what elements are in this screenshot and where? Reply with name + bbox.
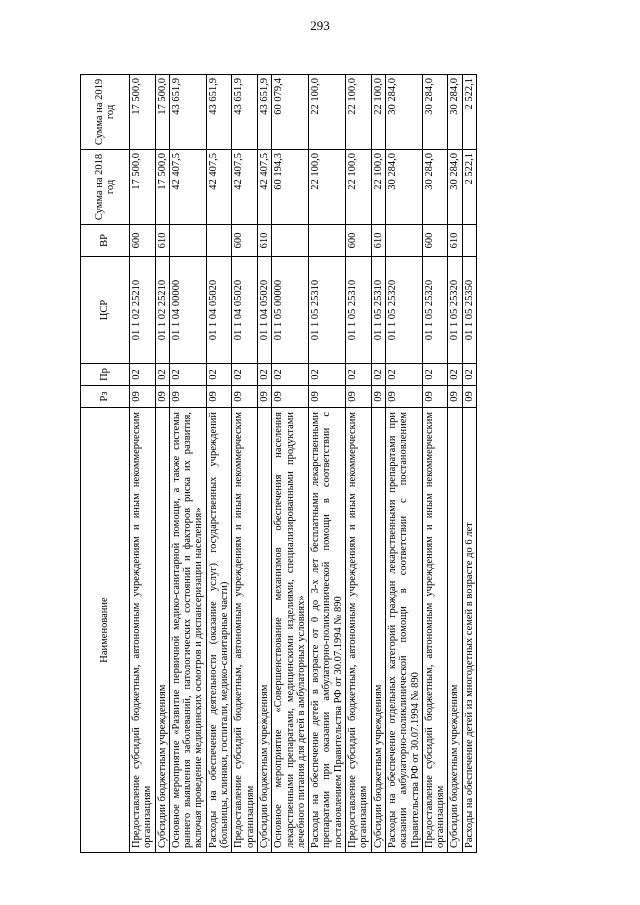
- cell-rz: 09: [155, 386, 169, 408]
- cell-rz: 09: [462, 386, 476, 408]
- header-rz: Рз: [81, 386, 130, 408]
- cell-sum-2018: 42 407,5: [257, 150, 271, 225]
- cell-sum-2019: 60 079,4: [272, 75, 309, 150]
- cell-rz: 09: [232, 386, 258, 408]
- cell-csr: 01 1 05 25310: [371, 257, 385, 364]
- budget-table: [80, 74, 477, 853]
- cell-pr: 02: [257, 364, 271, 386]
- cell-sum-2018: 42 407,5: [232, 150, 258, 225]
- page-number: 293: [310, 18, 330, 33]
- header-pr: Пр: [81, 364, 130, 386]
- cell-csr: 01 1 05 25320: [385, 257, 422, 364]
- cell-name: Предоставление субсидий бюджетным, автономным учреждениям и иным некоммерческим организациям: [130, 408, 156, 853]
- cell-name: Субсидии бюджетным учреждениям: [257, 408, 271, 853]
- cell-vr: [309, 225, 346, 257]
- cell-sum-2018: 60 194,3: [272, 150, 309, 225]
- table-row: [371, 75, 385, 853]
- cell-rz: 09: [422, 386, 448, 408]
- table-body: [130, 75, 477, 853]
- cell-name: Расходы на обеспечение отдельных категорий граждан лекарственными препаратами при оказании амбулаторно-поликлинической помощи в соответствии с постановлением Правительства РФ от 30.07.1994 № 890: [385, 408, 422, 853]
- cell-vr: [385, 225, 422, 257]
- cell-sum-2019: 17 500,0: [155, 75, 169, 150]
- cell-vr: 610: [155, 225, 169, 257]
- cell-sum-2019: 22 100,0: [371, 75, 385, 150]
- cell-rz: 09: [130, 386, 156, 408]
- header-csr: ЦСР: [81, 257, 130, 364]
- cell-vr: 600: [130, 225, 156, 257]
- cell-pr: 02: [272, 364, 309, 386]
- table-row: [155, 75, 169, 853]
- table-row: [272, 75, 309, 853]
- table-row: [462, 75, 476, 853]
- cell-csr: 01 1 05 25310: [309, 257, 346, 364]
- cell-pr: 02: [309, 364, 346, 386]
- cell-sum-2019: 22 100,0: [309, 75, 346, 150]
- cell-csr: 01 1 04 05020: [232, 257, 258, 364]
- cell-sum-2018: 30 284,0: [385, 150, 422, 225]
- cell-csr: 01 1 02 25210: [155, 257, 169, 364]
- cell-sum-2018: 30 284,0: [448, 150, 462, 225]
- cell-pr: 02: [462, 364, 476, 386]
- cell-sum-2019: 43 651,9: [169, 75, 206, 150]
- cell-rz: 09: [169, 386, 206, 408]
- cell-vr: 610: [371, 225, 385, 257]
- cell-rz: 09: [371, 386, 385, 408]
- table-row: [385, 75, 422, 853]
- header-name: Наименование: [81, 408, 130, 853]
- cell-rz: 09: [272, 386, 309, 408]
- table-row: [130, 75, 156, 853]
- cell-csr: 01 1 02 25210: [130, 257, 156, 364]
- rotated-page-content: [80, 75, 560, 853]
- cell-csr: 01 1 04 00000: [169, 257, 206, 364]
- cell-rz: 09: [309, 386, 346, 408]
- cell-pr: 02: [371, 364, 385, 386]
- cell-name: Субсидии бюджетным учреждениям: [155, 408, 169, 853]
- cell-sum-2019: 43 651,9: [257, 75, 271, 150]
- cell-sum-2018: 17 500,0: [155, 150, 169, 225]
- cell-name: Расходы на обеспечение детей в возрасте от 0 до 3-х лет бесплатными лекарственными препаратами при оказании амбулаторно-поликлинической помощи в соответствии с постановлением Правительства РФ от 30.07.1994 № 890: [309, 408, 346, 853]
- cell-sum-2018: 22 100,0: [346, 150, 372, 225]
- cell-csr: 01 1 05 25310: [346, 257, 372, 364]
- table-row: [346, 75, 372, 853]
- cell-vr: [206, 225, 232, 257]
- table-row: [309, 75, 346, 853]
- table-row: [206, 75, 232, 853]
- cell-rz: 09: [206, 386, 232, 408]
- cell-sum-2018: 30 284,0: [422, 150, 448, 225]
- table-row: [257, 75, 271, 853]
- cell-sum-2018: 22 100,0: [371, 150, 385, 225]
- cell-sum-2019: 30 284,0: [422, 75, 448, 150]
- cell-pr: 02: [346, 364, 372, 386]
- cell-vr: 610: [448, 225, 462, 257]
- cell-csr: 01 1 04 05020: [206, 257, 232, 364]
- cell-sum-2019: 17 500,0: [130, 75, 156, 150]
- cell-name: Предоставление субсидий бюджетным, автономным учреждениям и иным некоммерческим организациям: [346, 408, 372, 853]
- table-header-row: [81, 75, 130, 853]
- cell-csr: 01 1 04 05020: [257, 257, 271, 364]
- cell-sum-2018: 22 100,0: [309, 150, 346, 225]
- cell-pr: 02: [155, 364, 169, 386]
- cell-name: Предоставление субсидий бюджетным, автономным учреждениям и иным некоммерческим организациям: [422, 408, 448, 853]
- cell-vr: [272, 225, 309, 257]
- cell-csr: 01 1 05 00000: [272, 257, 309, 364]
- cell-name: Основное мероприятие «Развитие первичной медико-санитарной помощи, а также системы раннего выявления заболеваний, патологических состояний и факторов риска их развития, включая проведение медицинских осмотров и диспансеризации населения»: [169, 408, 206, 853]
- cell-pr: 02: [206, 364, 232, 386]
- cell-csr: 01 1 05 25320: [448, 257, 462, 364]
- cell-sum-2018: 17 500,0: [130, 150, 156, 225]
- cell-csr: 01 1 05 25320: [422, 257, 448, 364]
- cell-sum-2019: 2 522,1: [462, 75, 476, 150]
- cell-pr: 02: [169, 364, 206, 386]
- cell-sum-2019: 30 284,0: [385, 75, 422, 150]
- cell-vr: 600: [232, 225, 258, 257]
- cell-name: Расходы на обеспечение деятельности (оказание услуг) государственных учреждений (больницы, клиники, госпитали, медико-санитарные части): [206, 408, 232, 853]
- cell-name: Субсидии бюджетным учреждениям: [371, 408, 385, 853]
- cell-pr: 02: [385, 364, 422, 386]
- cell-sum-2019: 43 651,9: [232, 75, 258, 150]
- cell-rz: 09: [346, 386, 372, 408]
- cell-pr: 02: [232, 364, 258, 386]
- cell-name: Субсидии бюджетным учреждениям: [448, 408, 462, 853]
- cell-vr: 600: [422, 225, 448, 257]
- cell-sum-2018: 2 522,1: [462, 150, 476, 225]
- cell-vr: [462, 225, 476, 257]
- cell-sum-2019: 22 100,0: [346, 75, 372, 150]
- cell-rz: 09: [385, 386, 422, 408]
- header-sum-2019: Сумма на 2019 год: [81, 75, 130, 150]
- table-row: [169, 75, 206, 853]
- header-vr: ВР: [81, 225, 130, 257]
- cell-pr: 02: [130, 364, 156, 386]
- cell-rz: 09: [257, 386, 271, 408]
- cell-name: Расходы на обеспечение детей из многодетных семей в возрасте до 6 лет: [462, 408, 476, 853]
- cell-vr: 610: [257, 225, 271, 257]
- cell-sum-2019: 43 651,9: [206, 75, 232, 150]
- cell-vr: [169, 225, 206, 257]
- table-row: [232, 75, 258, 853]
- cell-csr: 01 1 05 25350: [462, 257, 476, 364]
- cell-sum-2018: 42 407,5: [169, 150, 206, 225]
- cell-name: Предоставление субсидий бюджетным, автономным учреждениям и иным некоммерческим организациям: [232, 408, 258, 853]
- cell-vr: 600: [346, 225, 372, 257]
- header-sum-2018: Сумма на 2018 год: [81, 150, 130, 225]
- cell-name: Основное мероприятие «Совершенствование механизмов обеспечения населения лекарственными препаратами, медицинскими изделиями, специализированными продуктами лечебного питания для детей в амбулаторных условиях»: [272, 408, 309, 853]
- cell-rz: 09: [448, 386, 462, 408]
- cell-sum-2018: 42 407,5: [206, 150, 232, 225]
- cell-sum-2019: 30 284,0: [448, 75, 462, 150]
- cell-pr: 02: [422, 364, 448, 386]
- table-row: [422, 75, 448, 853]
- table-row: [448, 75, 462, 853]
- cell-pr: 02: [448, 364, 462, 386]
